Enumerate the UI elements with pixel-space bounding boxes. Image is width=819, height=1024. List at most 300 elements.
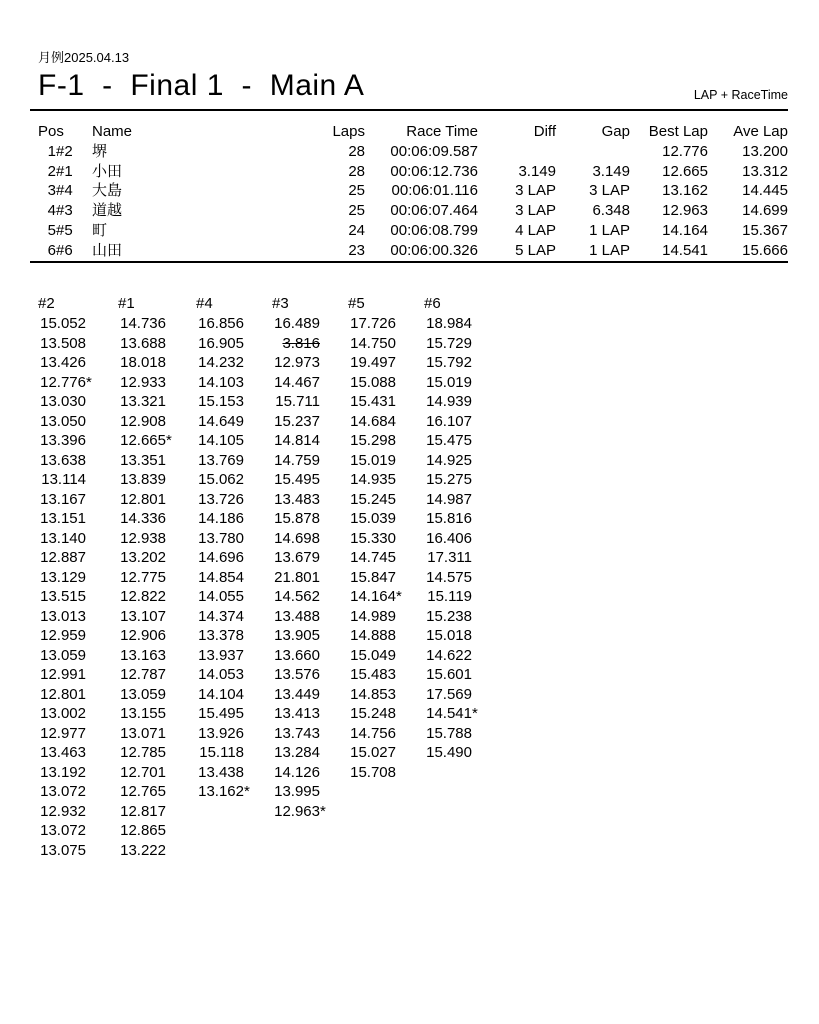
- lap-column: [118, 293, 196, 860]
- lap-time-value: 13.202: [120, 549, 166, 567]
- best-lap-cell: 14.541: [662, 241, 708, 259]
- lap-time-cell: [118, 412, 196, 432]
- car-number-cell: #2: [56, 143, 73, 160]
- lap-time-cell: [272, 802, 348, 822]
- lap-time-cell: [348, 431, 424, 451]
- laps-cell: 25: [348, 182, 365, 200]
- lap-time-value: 14.622: [426, 646, 472, 664]
- pos-cell: 6: [47, 241, 56, 259]
- lap-time-cell: [272, 763, 348, 783]
- lap-time-value: 14.105: [198, 432, 244, 450]
- lap-time-value: 12.991: [40, 666, 86, 684]
- race-title: F-1 - Final 1 - Main A: [38, 69, 365, 102]
- lap-time-cell: [196, 490, 272, 510]
- pos-cell: 5: [47, 221, 56, 239]
- lap-time-value: 18.018: [120, 354, 166, 372]
- lap-time-value: 13.926: [198, 724, 244, 742]
- lap-time-value: 12.973: [274, 354, 320, 372]
- lap-time-cell: [272, 743, 348, 763]
- lap-time-value: 14.649: [198, 412, 244, 430]
- ave-lap-cell: 14.699: [742, 202, 788, 220]
- lap-time-cell: [38, 763, 118, 783]
- lap-time-value: 21.801: [274, 568, 320, 586]
- lap-time-value: 15.475: [426, 432, 472, 450]
- lap-time-value: 15.431: [350, 393, 396, 411]
- lap-time-cell: [38, 626, 118, 646]
- lap-time-cell: [38, 587, 118, 607]
- lap-time-cell: [118, 646, 196, 666]
- lap-time-value: 14.756: [350, 724, 396, 742]
- lap-time-cell: [118, 529, 196, 549]
- timing-mode-label: LAP + RaceTime: [693, 88, 788, 102]
- gap-cell: 1 LAP: [589, 241, 630, 259]
- lap-time-value: 13.483: [274, 490, 320, 508]
- car-number-cell: #5: [56, 221, 73, 239]
- lap-time-cell: [424, 548, 500, 568]
- lap-time-value: 15.118: [199, 744, 244, 762]
- lap-time-cell: [348, 490, 424, 510]
- lap-time-value: 13.743: [274, 724, 320, 742]
- lap-column-header: #4: [196, 295, 213, 313]
- lap-time-cell: [118, 509, 196, 529]
- lap-time-cell: [118, 685, 196, 705]
- lap-time-cell: [424, 314, 500, 334]
- column-header-name: Name: [92, 123, 133, 140]
- lap-time-cell: [272, 353, 348, 373]
- lap-time-cell: [424, 743, 500, 763]
- best-lap-marker: *: [472, 705, 478, 723]
- lap-time-value: 13.162: [198, 783, 244, 801]
- lap-time-value: 15.816: [426, 510, 472, 528]
- lap-time-cell: [348, 412, 424, 432]
- lap-time-value: 12.906: [120, 627, 166, 645]
- lap-time-value: 13.072: [40, 783, 86, 801]
- race-time-cell: 00:06:07.464: [390, 202, 478, 220]
- lap-time-value: 14.853: [350, 685, 396, 703]
- lap-time-cell: [424, 451, 500, 471]
- lap-time-cell: [348, 548, 424, 568]
- lap-time-value: 14.541: [426, 705, 472, 723]
- lap-time-cell: [38, 509, 118, 529]
- driver-name-cell: 町: [92, 221, 108, 239]
- lap-time-cell: [348, 763, 424, 783]
- lap-time-value: 13.449: [274, 685, 320, 703]
- lap-time-value: 16.905: [198, 334, 244, 352]
- lap-time-value: 15.708: [350, 763, 396, 781]
- lap-time-cell: [196, 529, 272, 549]
- lap-time-cell: [424, 685, 500, 705]
- lap-time-cell: [38, 353, 118, 373]
- lap-time-cell: [118, 373, 196, 393]
- lap-time-cell: [348, 665, 424, 685]
- lap-time-cell: [118, 821, 196, 841]
- lap-time-cell: [424, 607, 500, 627]
- lap-time-cell: [196, 665, 272, 685]
- lap-time-value: 14.987: [426, 490, 472, 508]
- lap-time-cell: [348, 587, 424, 607]
- lap-time-cell: [272, 782, 348, 802]
- gap-cell: 3 LAP: [589, 182, 630, 200]
- lap-time-cell: [272, 607, 348, 627]
- results-table: [38, 122, 788, 260]
- lap-time-value: 12.701: [120, 763, 166, 781]
- lap-time-cell: [118, 451, 196, 471]
- lap-time-cell: [348, 626, 424, 646]
- lap-time-value: 13.688: [120, 334, 166, 352]
- lap-time-value: 13.488: [274, 607, 320, 625]
- ave-lap-cell: 15.666: [742, 241, 788, 259]
- lap-time-value: 14.925: [426, 451, 472, 469]
- lap-time-cell: [424, 490, 500, 510]
- lap-time-cell: [118, 353, 196, 373]
- lap-time-cell: [272, 685, 348, 705]
- lap-time-value: 15.039: [350, 510, 396, 528]
- lap-time-value: 15.019: [426, 373, 472, 391]
- lap-column: [272, 293, 348, 860]
- lap-time-cell: [38, 607, 118, 627]
- best-lap-cell: 14.164: [662, 221, 708, 239]
- lap-time-cell: [196, 685, 272, 705]
- lap-time-value: 17.726: [350, 315, 396, 333]
- lap-time-cell: [272, 548, 348, 568]
- lap-time-value: 14.989: [350, 607, 396, 625]
- lap-time-cell: [118, 743, 196, 763]
- lap-time-cell: [118, 763, 196, 783]
- lap-time-value: 14.745: [350, 549, 396, 567]
- best-lap-marker: *: [244, 783, 250, 801]
- lap-time-cell: [348, 314, 424, 334]
- lap-time-value: 14.186: [198, 510, 244, 528]
- lap-time-value: 15.245: [350, 490, 396, 508]
- lap-time-cell: [196, 392, 272, 412]
- lap-time-value: 15.711: [275, 393, 320, 411]
- best-lap-cell: 13.162: [662, 182, 708, 200]
- driver-name-cell: 山田: [92, 241, 123, 259]
- lap-time-cell: [348, 568, 424, 588]
- struck-lap-time: 3.816: [282, 334, 320, 352]
- lap-time-value: 12.817: [120, 802, 166, 820]
- lap-time-cell: [424, 626, 500, 646]
- best-lap-marker: *: [86, 373, 92, 391]
- lap-time-cell: [272, 529, 348, 549]
- lap-time-cell: [118, 568, 196, 588]
- lap-column-header: #3: [272, 295, 289, 313]
- lap-time-cell: [38, 743, 118, 763]
- lap-time-value: 13.013: [40, 607, 86, 625]
- lap-time-value: 14.467: [274, 373, 320, 391]
- lap-time-value: 12.822: [120, 588, 166, 606]
- lap-time-cell: [272, 412, 348, 432]
- lap-time-value: 12.865: [120, 822, 166, 840]
- lap-time-cell: [118, 334, 196, 354]
- lap-time-cell: [272, 587, 348, 607]
- diff-cell: 3 LAP: [515, 202, 556, 220]
- lap-time-value: 12.776: [40, 373, 86, 391]
- lap-time-value: 14.736: [120, 315, 166, 333]
- lap-time-value: 14.698: [274, 529, 320, 547]
- lap-time-cell: [196, 548, 272, 568]
- lap-time-value: 13.660: [274, 646, 320, 664]
- best-lap-marker: *: [320, 802, 326, 820]
- lap-time-cell: [348, 470, 424, 490]
- lap-time-cell: [38, 392, 118, 412]
- lap-time-value: 15.298: [350, 432, 396, 450]
- lap-time-cell: [424, 724, 500, 744]
- best-lap-cell: 12.665: [662, 162, 708, 180]
- lap-time-value: 13.463: [40, 744, 86, 762]
- lap-time-value: 14.684: [350, 412, 396, 430]
- lap-time-value: 13.129: [40, 568, 86, 586]
- lap-column-header: #5: [348, 295, 365, 313]
- lap-time-cell: [424, 373, 500, 393]
- lap-time-value: 13.222: [120, 841, 166, 859]
- lap-column: [196, 293, 272, 860]
- lap-time-value: 15.490: [426, 744, 472, 762]
- lap-time-value: 13.726: [198, 490, 244, 508]
- lap-time-cell: [272, 314, 348, 334]
- lap-time-value: 17.569: [426, 685, 472, 703]
- lap-time-value: 12.775: [120, 568, 166, 586]
- lap-time-cell: [118, 470, 196, 490]
- lap-time-value: 13.114: [41, 471, 86, 489]
- lap-time-cell: [424, 392, 500, 412]
- lap-time-cell: [118, 841, 196, 861]
- lap-time-value: 16.107: [426, 412, 472, 430]
- lap-time-value: 15.062: [198, 471, 244, 489]
- lap-time-cell: [196, 587, 272, 607]
- laps-cell: 28: [348, 143, 365, 160]
- lap-time-cell: [38, 802, 118, 822]
- title-rule: [30, 109, 788, 111]
- lap-time-cell: [38, 821, 118, 841]
- lap-time-value: 13.192: [40, 763, 86, 781]
- lap-time-value: 12.801: [40, 685, 86, 703]
- lap-time-cell: [38, 451, 118, 471]
- lap-time-cell: [196, 509, 272, 529]
- lap-time-cell: [196, 334, 272, 354]
- lap-time-cell: [272, 704, 348, 724]
- lap-time-cell: [118, 704, 196, 724]
- lap-time-value: 15.027: [350, 744, 396, 762]
- lap-time-value: 14.854: [198, 568, 244, 586]
- lap-time-value: 15.052: [40, 315, 86, 333]
- lap-time-value: 13.075: [40, 841, 86, 859]
- lap-time-cell: [196, 724, 272, 744]
- lap-time-value: 18.984: [426, 315, 472, 333]
- lap-time-cell: [38, 431, 118, 451]
- lap-time-cell: [424, 509, 500, 529]
- lap-time-value: 13.769: [198, 451, 244, 469]
- lap-time-value: 19.497: [350, 354, 396, 372]
- lap-time-value: 14.750: [350, 334, 396, 352]
- laps-cell: 25: [348, 202, 365, 220]
- lap-time-value: 15.119: [427, 588, 472, 606]
- diff-cell: 3 LAP: [515, 182, 556, 200]
- lap-time-cell: [272, 373, 348, 393]
- column-header-ave-lap: Ave Lap: [733, 123, 788, 140]
- lap-time-cell: [38, 646, 118, 666]
- lap-time-value: 15.729: [426, 334, 472, 352]
- lap-time-value: 13.059: [120, 685, 166, 703]
- result-row: [38, 162, 788, 182]
- lap-time-cell: [38, 373, 118, 393]
- gap-cell: 1 LAP: [589, 221, 630, 239]
- lap-time-cell: [38, 665, 118, 685]
- lap-times-table: [38, 293, 788, 860]
- lap-time-value: 15.847: [350, 568, 396, 586]
- lap-time-value: 14.164: [350, 588, 396, 606]
- lap-time-value: 14.696: [198, 549, 244, 567]
- lap-time-cell: [272, 509, 348, 529]
- lap-time-cell: [348, 451, 424, 471]
- lap-time-cell: [348, 607, 424, 627]
- lap-time-cell: [196, 782, 272, 802]
- lap-time-cell: [196, 704, 272, 724]
- lap-time-cell: [272, 646, 348, 666]
- lap-time-value: 13.995: [274, 783, 320, 801]
- lap-time-cell: [272, 431, 348, 451]
- lap-time-cell: [118, 431, 196, 451]
- pos-cell: 3: [47, 182, 56, 200]
- lap-time-cell: [272, 724, 348, 744]
- lap-time-value: 14.055: [198, 588, 244, 606]
- result-row: [38, 201, 788, 221]
- lap-time-value: 13.284: [274, 744, 320, 762]
- lap-time-cell: [348, 334, 424, 354]
- lap-time-value: 13.576: [274, 666, 320, 684]
- race-time-cell: 00:06:08.799: [390, 221, 478, 239]
- lap-time-value: 13.140: [40, 529, 86, 547]
- ave-lap-cell: 14.445: [742, 182, 788, 200]
- lap-time-value: 13.396: [40, 432, 86, 450]
- lap-time-value: 12.765: [120, 783, 166, 801]
- lap-time-cell: [38, 529, 118, 549]
- lap-time-cell: [38, 412, 118, 432]
- column-header-laps: Laps: [332, 123, 365, 140]
- lap-time-cell: [196, 451, 272, 471]
- lap-time-value: 13.378: [198, 627, 244, 645]
- lap-time-value: 15.495: [198, 705, 244, 723]
- pos-cell: 2: [47, 162, 56, 180]
- lap-time-value: 13.167: [40, 490, 86, 508]
- lap-time-value: 14.053: [198, 666, 244, 684]
- car-number-cell: #1: [56, 162, 73, 180]
- lap-column-header: #2: [38, 295, 55, 313]
- lap-time-value: 13.515: [40, 588, 86, 606]
- lap-time-value: 14.939: [426, 393, 472, 411]
- lap-time-value: 13.321: [120, 393, 166, 411]
- lap-time-value: 13.426: [40, 354, 86, 372]
- lap-time-value: 12.932: [40, 802, 86, 820]
- lap-time-cell: [272, 665, 348, 685]
- lap-time-value: 15.049: [350, 646, 396, 664]
- lap-time-cell: [118, 392, 196, 412]
- lap-time-cell: [38, 704, 118, 724]
- driver-name-cell: 大島: [92, 182, 123, 200]
- lap-time-value: 16.856: [198, 315, 244, 333]
- gap-cell: 6.348: [592, 202, 630, 220]
- lap-time-cell: [38, 568, 118, 588]
- result-row: [38, 241, 788, 261]
- lap-column: [38, 293, 118, 860]
- lap-time-cell: [196, 431, 272, 451]
- lap-time-cell: [118, 607, 196, 627]
- car-number-cell: #3: [56, 202, 73, 220]
- lap-time-value: 14.814: [274, 432, 320, 450]
- lap-time-value: 13.638: [40, 451, 86, 469]
- lap-time-value: 12.801: [120, 490, 166, 508]
- driver-name-cell: 道越: [92, 202, 123, 220]
- best-lap-cell: 12.776: [662, 143, 708, 160]
- lap-time-value: 15.018: [426, 627, 472, 645]
- laps-cell: 23: [348, 241, 365, 259]
- lap-time-value: 13.780: [198, 529, 244, 547]
- lap-time-value: 13.151: [40, 510, 86, 528]
- lap-time-value: 14.232: [198, 354, 244, 372]
- lap-time-value: 12.977: [40, 724, 86, 742]
- car-number-cell: #6: [56, 241, 73, 259]
- diff-cell: 3.149: [518, 162, 556, 180]
- lap-time-value: 15.788: [426, 724, 472, 742]
- lap-time-value: 15.330: [350, 529, 396, 547]
- lap-time-cell: [196, 568, 272, 588]
- lap-column-header: #6: [424, 295, 441, 313]
- pos-cell: 1: [47, 143, 56, 160]
- lap-time-cell: [118, 587, 196, 607]
- diff-cell: [478, 142, 556, 162]
- lap-time-cell: [38, 782, 118, 802]
- lap-time-cell: [424, 587, 500, 607]
- gap-cell: [556, 142, 630, 162]
- best-lap-marker: *: [396, 588, 402, 606]
- best-lap-marker: *: [166, 432, 172, 450]
- results-header-row: [38, 122, 788, 142]
- lap-time-cell: [196, 646, 272, 666]
- title-bar: [38, 68, 788, 104]
- lap-time-value: 15.275: [426, 471, 472, 489]
- lap-time-value: 15.495: [274, 471, 320, 489]
- result-row: [38, 181, 788, 201]
- lap-time-value: 15.238: [426, 607, 472, 625]
- lap-time-value: 13.002: [40, 705, 86, 723]
- lap-time-cell: [38, 685, 118, 705]
- result-row: [38, 221, 788, 241]
- lap-time-cell: [424, 646, 500, 666]
- lap-time-value: 13.050: [40, 412, 86, 430]
- lap-time-value: 13.155: [120, 705, 166, 723]
- lap-time-value: 12.933: [120, 373, 166, 391]
- lap-time-value: 12.908: [120, 412, 166, 430]
- lap-time-cell: [424, 412, 500, 432]
- lap-time-cell: [348, 529, 424, 549]
- ave-lap-cell: 15.367: [742, 221, 788, 239]
- lap-time-value: 13.839: [120, 471, 166, 489]
- column-header-gap: Gap: [601, 123, 630, 140]
- lap-time-value: 13.937: [198, 646, 244, 664]
- lap-time-cell: [38, 724, 118, 744]
- lap-time-cell: [118, 782, 196, 802]
- lap-time-value: 13.413: [274, 705, 320, 723]
- pos-cell: 4: [47, 202, 56, 220]
- lap-time-value: 15.248: [350, 705, 396, 723]
- lap-time-value: 15.019: [350, 451, 396, 469]
- lap-time-value: 14.126: [274, 763, 320, 781]
- lap-time-value: 13.059: [40, 646, 86, 664]
- lap-time-cell: [272, 626, 348, 646]
- lap-time-cell: [424, 568, 500, 588]
- lap-time-value: 14.103: [198, 373, 244, 391]
- lap-time-cell: [118, 665, 196, 685]
